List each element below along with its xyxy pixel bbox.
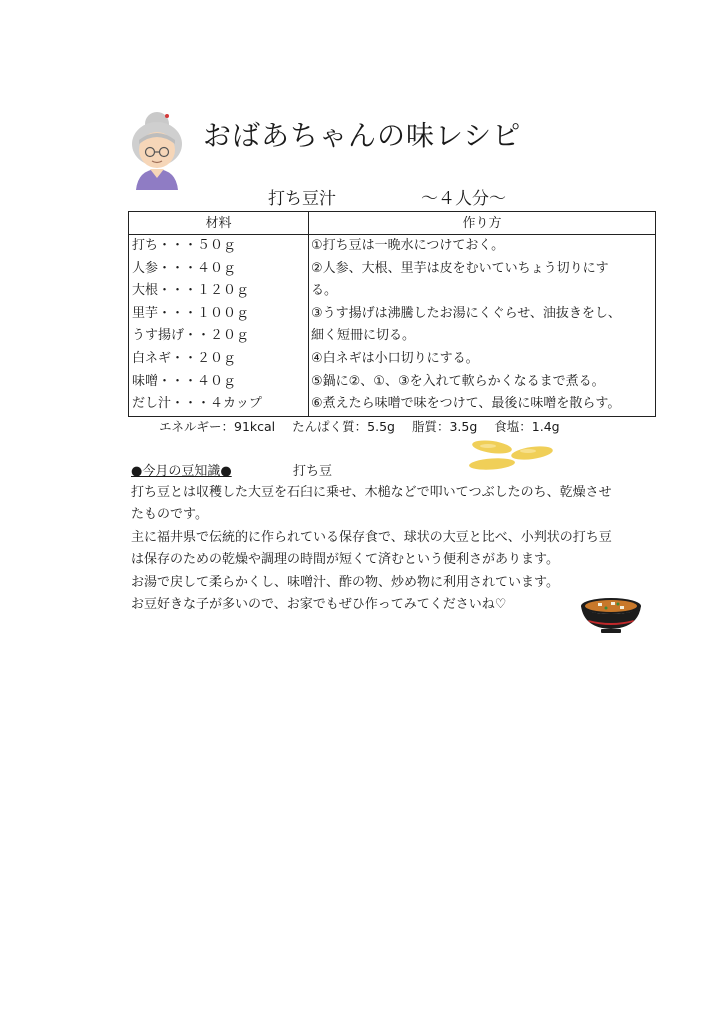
grandma-icon xyxy=(124,106,190,190)
step-line: ①打ち豆は一晩水につけておく。 xyxy=(311,238,505,253)
nutrition-info xyxy=(159,417,573,435)
flattened-beans-icon xyxy=(466,438,556,472)
ingredient-item: だし汁・・・４カップ xyxy=(132,396,262,412)
trivia-heading xyxy=(131,460,333,479)
ingredient-item: 打ち・・・５０ｇ xyxy=(132,238,237,253)
step-line: ④白ネギは小口切りにする。 xyxy=(311,350,479,366)
serving-size: ～４人分～ xyxy=(421,189,506,209)
trivia-line: 打ち豆とは収穫した大豆を石臼に乗せ、木槌などで叩いてつぶしたのち、乾燥させ xyxy=(131,485,612,500)
trivia-topic: 打ち豆 xyxy=(293,464,333,479)
trivia-line: お豆好きな子が多いので、お家でもぜひ作ってみてくださいね♡ xyxy=(131,597,507,613)
trivia-line: たものです。 xyxy=(131,507,208,523)
steps-cell xyxy=(309,235,656,417)
ingredient-item: うす揚げ・・２０ｇ xyxy=(132,328,250,344)
energy-value: エネルギー：91kcal xyxy=(159,419,276,434)
salt-value: 食塩：1.4g xyxy=(494,419,560,434)
trivia-line: は保存のための乾燥や調理の時間が短くて済むという便利さがあります。 xyxy=(131,552,559,568)
trivia-line: 主に福井県で伝統的に作られている保存食で、球状の大豆と比べ、小判状の打ち豆 xyxy=(131,529,612,545)
ingredient-item: 人参・・・４０ｇ xyxy=(132,260,237,276)
protein-value: たんぱく質：5.5g xyxy=(292,419,395,434)
steps-header: 作り方 xyxy=(309,212,656,235)
step-line: ②人参、大根、里芋は皮をむいていちょう切りにす xyxy=(311,260,609,276)
ingredients-cell xyxy=(129,235,309,417)
trivia-title: ●今月の豆知識● xyxy=(131,464,232,479)
dish-name: 打ち豆汁 xyxy=(268,189,336,209)
fat-value: 脂質：3.5g xyxy=(411,419,478,434)
step-line: ⑤鍋に②、①、③を入れて軟らかくなるまで煮る。 xyxy=(311,373,605,389)
miso-soup-bowl-icon xyxy=(578,596,644,636)
step-line: ⑥煮えたら味噌で味をつけて、最後に味噌を散らす。 xyxy=(311,396,621,412)
dish-heading xyxy=(268,184,558,210)
ingredient-item: 白ネギ・・２０ｇ xyxy=(132,350,237,366)
trivia-line: お湯で戻して柔らかくし、味噌汁、酢の物、炒め物に利用されています。 xyxy=(131,574,559,590)
trivia-body xyxy=(131,482,641,616)
page-title: おばあちゃんの味レシピ xyxy=(203,119,522,152)
ingredients-header: 材料 xyxy=(129,212,309,235)
ingredient-item: 大根・・・１２０ｇ xyxy=(132,283,250,299)
step-line: ③うす揚げは沸騰したお湯にくぐらせ、油抜きをし、 xyxy=(311,305,621,321)
recipe-table xyxy=(128,211,656,417)
ingredient-item: 味噌・・・４０ｇ xyxy=(132,373,237,389)
ingredient-item: 里芋・・・１００ｇ xyxy=(132,305,250,321)
step-line: る。 xyxy=(311,283,338,299)
step-line: 細く短冊に切る。 xyxy=(311,328,416,344)
